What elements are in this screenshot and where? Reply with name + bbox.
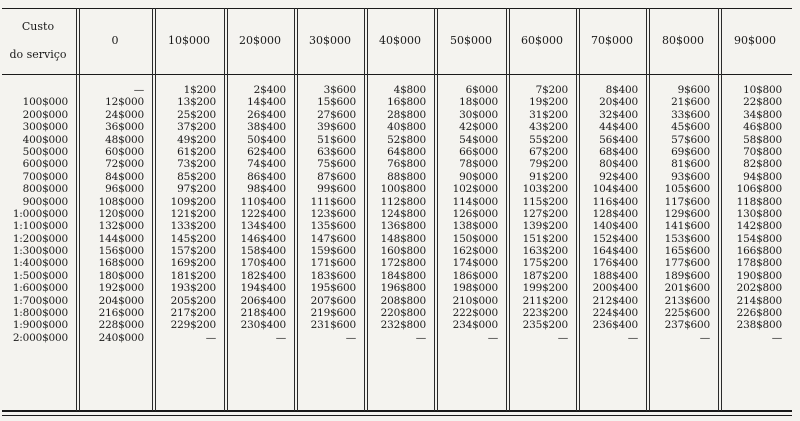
table-cell: 195$600 — [310, 282, 356, 295]
table-cell: 238$800 — [736, 319, 782, 332]
table-cell: 68$400 — [599, 145, 638, 158]
table-cell: 123$600 — [310, 207, 356, 220]
row-label: 1:300$000 — [12, 245, 68, 258]
table-cell: 64$800 — [387, 145, 426, 158]
table-cell: 30$000 — [459, 108, 498, 121]
table-cell: 76$800 — [387, 158, 426, 171]
table-cell: 81$600 — [671, 158, 710, 171]
table-cell: 199$200 — [522, 282, 568, 295]
table-cell: 79$200 — [529, 158, 568, 171]
table-cell: 134$400 — [240, 220, 286, 233]
table-cell: 7$200 — [535, 84, 568, 96]
table-cell: 63$600 — [317, 145, 356, 158]
row-label: 300$000 — [22, 121, 68, 134]
table-cell: 163$200 — [522, 245, 568, 258]
column-header: 90$000 — [734, 34, 776, 48]
table-cell: 231$600 — [310, 319, 356, 332]
table-cell: 216$000 — [98, 307, 144, 320]
table-cell: 192$000 — [98, 282, 144, 295]
column-header: 40$000 — [379, 34, 421, 48]
column-header: 30$000 — [309, 34, 351, 48]
table-cell: 147$600 — [310, 232, 356, 245]
table-cell: 127$200 — [522, 207, 568, 220]
value-column — [722, 84, 782, 344]
table-cell: 230$400 — [240, 319, 286, 332]
table-cell: — — [133, 84, 144, 96]
table-cell: 26$400 — [247, 108, 286, 121]
table-cell: 175$200 — [522, 257, 568, 270]
table-cell: 88$800 — [387, 170, 426, 183]
value-column — [228, 84, 286, 344]
table-cell: 180$000 — [98, 269, 144, 282]
table-cell: 201$600 — [664, 282, 710, 295]
header-label-line: Custo — [21, 20, 55, 34]
table-cell: 27$600 — [317, 108, 356, 121]
table-cell: — — [627, 331, 638, 344]
table-cell: 69$600 — [671, 145, 710, 158]
table-cell: 49$200 — [177, 133, 216, 146]
table-cell: 189$600 — [664, 269, 710, 282]
row-label: 1:500$000 — [12, 269, 68, 282]
table-cell: 92$400 — [599, 170, 638, 183]
table-cell: 85$200 — [177, 170, 216, 183]
table-cell: 56$400 — [599, 133, 638, 146]
table-cell: 20$400 — [599, 96, 638, 109]
table-cell: 177$600 — [664, 257, 710, 270]
table-cell: 50$400 — [247, 133, 286, 146]
table-cell: — — [275, 331, 286, 344]
table-cell: 105$600 — [664, 183, 710, 196]
column-divider — [576, 8, 577, 411]
value-column — [650, 84, 710, 344]
table-cell: 51$600 — [317, 133, 356, 146]
table-cell: 157$200 — [170, 245, 216, 258]
table-cell: 148$800 — [380, 232, 426, 245]
table-cell: 70$800 — [743, 145, 782, 158]
table-cell: 194$400 — [240, 282, 286, 295]
table-cell: 116$400 — [592, 195, 638, 208]
table-cell: 135$600 — [310, 220, 356, 233]
table-cell: 136$800 — [380, 220, 426, 233]
table-cell: 104$400 — [592, 183, 638, 196]
table-cell: 1$200 — [183, 84, 216, 96]
table-cell: 224$400 — [592, 307, 638, 320]
column-header: 70$000 — [591, 34, 633, 48]
table-cell: 4$800 — [393, 84, 426, 96]
table-cell: 84$000 — [105, 170, 144, 183]
table-cell: 80$400 — [599, 158, 638, 171]
table-cell: 181$200 — [170, 269, 216, 282]
table-cell: 60$000 — [105, 145, 144, 158]
column-divider — [224, 8, 225, 411]
table-cell: 122$400 — [240, 207, 286, 220]
table-cell: 18$000 — [459, 96, 498, 109]
table-cell: 43$200 — [529, 121, 568, 134]
table-cell: 174$000 — [452, 257, 498, 270]
bottom-rule-2 — [2, 415, 792, 416]
row-label: 2:000$000 — [12, 331, 68, 344]
value-column — [298, 84, 356, 344]
column-divider — [718, 8, 719, 411]
table-cell: 10$800 — [743, 84, 782, 96]
table-cell: 117$600 — [664, 195, 710, 208]
table-cell: 210$000 — [452, 294, 498, 307]
table-cell: 55$200 — [529, 133, 568, 146]
row-label: 500$000 — [22, 145, 68, 158]
table-cell: 166$800 — [736, 245, 782, 258]
table-cell: 225$600 — [664, 307, 710, 320]
column-divider — [152, 8, 153, 411]
table-cell: 36$000 — [105, 121, 144, 134]
table-cell: 172$800 — [380, 257, 426, 270]
table-cell: 99$600 — [317, 183, 356, 196]
table-cell: 14$400 — [247, 96, 286, 109]
table-cell: 235$200 — [522, 319, 568, 332]
row-label: 200$000 — [22, 108, 68, 121]
table-cell: 146$400 — [240, 232, 286, 245]
table-cell: 57$600 — [671, 133, 710, 146]
value-column — [510, 84, 568, 344]
table-cell: 100$800 — [380, 183, 426, 196]
column-divider — [294, 8, 295, 411]
table-cell: 212$400 — [592, 294, 638, 307]
table-cell: 40$800 — [387, 121, 426, 134]
table-cell: 112$800 — [380, 195, 426, 208]
table-cell: 93$600 — [671, 170, 710, 183]
table-cell: 164$400 — [592, 245, 638, 258]
table-cell: 120$000 — [98, 207, 144, 220]
table-cell: 28$800 — [387, 108, 426, 121]
table-cell: 193$200 — [170, 282, 216, 295]
column-divider — [364, 8, 365, 411]
row-label: 1:900$000 — [12, 319, 68, 332]
table-cell: 154$800 — [736, 232, 782, 245]
table-cell: 45$600 — [671, 121, 710, 134]
table-cell: 102$000 — [452, 183, 498, 196]
table-cell: 97$200 — [177, 183, 216, 196]
table-cell: 115$200 — [522, 195, 568, 208]
table-cell: 32$400 — [599, 108, 638, 121]
table-cell: 178$800 — [736, 257, 782, 270]
value-column — [80, 84, 144, 344]
header-custo-do-servico — [4, 10, 72, 72]
table-cell: 133$200 — [170, 220, 216, 233]
table-cell: 118$800 — [736, 195, 782, 208]
table-cell: 162$000 — [452, 245, 498, 258]
table-cell: — — [771, 331, 782, 344]
table-cell: 52$800 — [387, 133, 426, 146]
table-cell: 67$200 — [529, 145, 568, 158]
table-cell: 152$400 — [592, 232, 638, 245]
header-label-line: do serviço — [9, 47, 67, 61]
table-cell: 150$000 — [452, 232, 498, 245]
table-cell: 13$200 — [177, 96, 216, 109]
row-label: 100$000 — [22, 96, 68, 109]
row-label: 1:100$000 — [12, 220, 68, 233]
table-cell: 72$000 — [105, 158, 144, 171]
table-cell: 208$800 — [380, 294, 426, 307]
table-cell: 114$000 — [452, 195, 498, 208]
table-cell: 140$400 — [592, 220, 638, 233]
table-cell: 198$000 — [452, 282, 498, 295]
table-cell: 156$000 — [98, 245, 144, 258]
table-cell: 19$200 — [529, 96, 568, 109]
table-cell: 126$000 — [452, 207, 498, 220]
table-cell: 106$800 — [736, 183, 782, 196]
column-header: 60$000 — [521, 34, 563, 48]
table-cell: 34$800 — [743, 108, 782, 121]
row-label: 1:200$000 — [12, 232, 68, 245]
column-divider — [76, 8, 77, 411]
top-rule — [2, 8, 792, 9]
table-cell: 160$800 — [380, 245, 426, 258]
table-cell: 96$000 — [105, 183, 144, 196]
row-label: 1:700$000 — [12, 294, 68, 307]
table-cell: 48$000 — [105, 133, 144, 146]
row-label: 700$000 — [22, 170, 68, 183]
table-cell: 159$600 — [310, 245, 356, 258]
table-cell: 22$800 — [743, 96, 782, 109]
table-cell: 222$000 — [452, 307, 498, 320]
table-cell: 16$800 — [387, 96, 426, 109]
table-cell: 196$800 — [380, 282, 426, 295]
table-cell: 186$000 — [452, 269, 498, 282]
table-cell: 39$600 — [317, 121, 356, 134]
table-cell: 151$200 — [522, 232, 568, 245]
table-cell: 8$400 — [605, 84, 638, 96]
table-cell: — — [345, 331, 356, 344]
table-cell: 214$800 — [736, 294, 782, 307]
table-cell: 211$200 — [522, 294, 568, 307]
table-cell: 132$000 — [98, 220, 144, 233]
table-cell: 33$600 — [671, 108, 710, 121]
table-cell: 240$000 — [98, 331, 144, 344]
table-cell: 82$800 — [743, 158, 782, 171]
table-cell: 42$000 — [459, 121, 498, 134]
table-cell: 73$200 — [177, 158, 216, 171]
table-cell: 37$200 — [177, 121, 216, 134]
table-cell: 232$800 — [380, 319, 426, 332]
table-cell: 237$600 — [664, 319, 710, 332]
table-cell: 139$200 — [522, 220, 568, 233]
table-cell: 236$400 — [592, 319, 638, 332]
bottom-rule — [2, 410, 792, 412]
table-cell: 24$000 — [105, 108, 144, 121]
table-cell: 187$200 — [522, 269, 568, 282]
table-cell: 204$000 — [98, 294, 144, 307]
row-label: 600$000 — [22, 158, 68, 171]
table-cell: 128$400 — [592, 207, 638, 220]
table-cell: 219$600 — [310, 307, 356, 320]
table-cell: 207$600 — [310, 294, 356, 307]
table-cell: 183$600 — [310, 269, 356, 282]
table-cell: 129$600 — [664, 207, 710, 220]
table-cell: — — [487, 331, 498, 344]
table-cell: 21$600 — [671, 96, 710, 109]
table-cell: 2$400 — [253, 84, 286, 96]
table-cell: 98$400 — [247, 183, 286, 196]
table-cell: 103$200 — [522, 183, 568, 196]
table-cell: 217$200 — [170, 307, 216, 320]
table-cell: 46$800 — [743, 121, 782, 134]
table-cell: 220$800 — [380, 307, 426, 320]
table-cell: 171$600 — [310, 257, 356, 270]
value-column — [368, 84, 426, 344]
table-cell: — — [557, 331, 568, 344]
column-divider — [506, 8, 507, 411]
table-cell: 15$600 — [317, 96, 356, 109]
table-cell: 200$400 — [592, 282, 638, 295]
table-cell: 90$000 — [459, 170, 498, 183]
row-label: 900$000 — [22, 195, 68, 208]
table-cell: 218$400 — [240, 307, 286, 320]
table-cell: 165$600 — [664, 245, 710, 258]
table-cell: 190$800 — [736, 269, 782, 282]
table-cell: 87$600 — [317, 170, 356, 183]
table-cell: 38$400 — [247, 121, 286, 134]
table-cell: 182$400 — [240, 269, 286, 282]
table-cell: 108$000 — [98, 195, 144, 208]
table-cell: 9$600 — [677, 84, 710, 96]
table-cell: 25$200 — [177, 108, 216, 121]
value-column — [156, 84, 216, 344]
table-cell: 223$200 — [522, 307, 568, 320]
table-cell: 158$400 — [240, 245, 286, 258]
table-cell: 138$000 — [452, 220, 498, 233]
table-cell: 94$800 — [743, 170, 782, 183]
column-header: 80$000 — [662, 34, 704, 48]
table-cell: 121$200 — [170, 207, 216, 220]
table-cell: 44$400 — [599, 121, 638, 134]
table-cell: 145$200 — [170, 232, 216, 245]
table-cell: 184$800 — [380, 269, 426, 282]
table-cell: 111$600 — [310, 195, 356, 208]
table-cell: 62$400 — [247, 145, 286, 158]
row-label: 1:000$000 — [12, 207, 68, 220]
table-cell: 226$800 — [736, 307, 782, 320]
table-cell: 78$000 — [459, 158, 498, 171]
table-cell: 205$200 — [170, 294, 216, 307]
table-cell: 58$800 — [743, 133, 782, 146]
table-cell: 66$000 — [459, 145, 498, 158]
column-divider — [646, 8, 647, 411]
table-cell: 168$000 — [98, 257, 144, 270]
table-cell: 228$000 — [98, 319, 144, 332]
table-cell: 74$400 — [247, 158, 286, 171]
value-column — [580, 84, 638, 344]
row-label: 400$000 — [22, 133, 68, 146]
table-cell: 229$200 — [170, 319, 216, 332]
table-cell: 142$800 — [736, 220, 782, 233]
row-label: 1:600$000 — [12, 282, 68, 295]
row-label: 1:400$000 — [12, 257, 68, 270]
column-header: 50$000 — [450, 34, 492, 48]
table-cell: 176$400 — [592, 257, 638, 270]
table-cell: 61$200 — [177, 145, 216, 158]
column-divider — [434, 8, 435, 411]
row-label-column — [2, 84, 68, 344]
table-cell: 130$800 — [736, 207, 782, 220]
table-cell: 170$400 — [240, 257, 286, 270]
table-cell: — — [205, 331, 216, 344]
table-cell: 153$600 — [664, 232, 710, 245]
table-cell: 3$600 — [323, 84, 356, 96]
table-cell: — — [699, 331, 710, 344]
table-cell: 213$600 — [664, 294, 710, 307]
table-cell: 188$400 — [592, 269, 638, 282]
table-cell: 86$400 — [247, 170, 286, 183]
table-cell: 110$400 — [240, 195, 286, 208]
table-cell: 169$200 — [170, 257, 216, 270]
table-cell: — — [415, 331, 426, 344]
column-header: 20$000 — [239, 34, 281, 48]
header-rule — [2, 74, 792, 75]
table-cell: 206$400 — [240, 294, 286, 307]
table-cell: 234$000 — [452, 319, 498, 332]
table-cell: 144$000 — [98, 232, 144, 245]
table-cell: 109$200 — [170, 195, 216, 208]
column-header: 10$000 — [168, 34, 210, 48]
row-label: 1:800$000 — [12, 307, 68, 320]
row-label — [2, 84, 68, 96]
value-column — [438, 84, 498, 344]
table-cell: 91$200 — [529, 170, 568, 183]
table-cell: 202$800 — [736, 282, 782, 295]
table-cell: 12$000 — [105, 96, 144, 109]
table-cell: 31$200 — [529, 108, 568, 121]
table-cell: 54$000 — [459, 133, 498, 146]
table-cell: 6$000 — [465, 84, 498, 96]
table-cell: 75$600 — [317, 158, 356, 171]
table-cell: 141$600 — [664, 220, 710, 233]
row-label: 800$000 — [22, 183, 68, 196]
table-cell: 124$800 — [380, 207, 426, 220]
column-header: 0 — [111, 34, 119, 48]
